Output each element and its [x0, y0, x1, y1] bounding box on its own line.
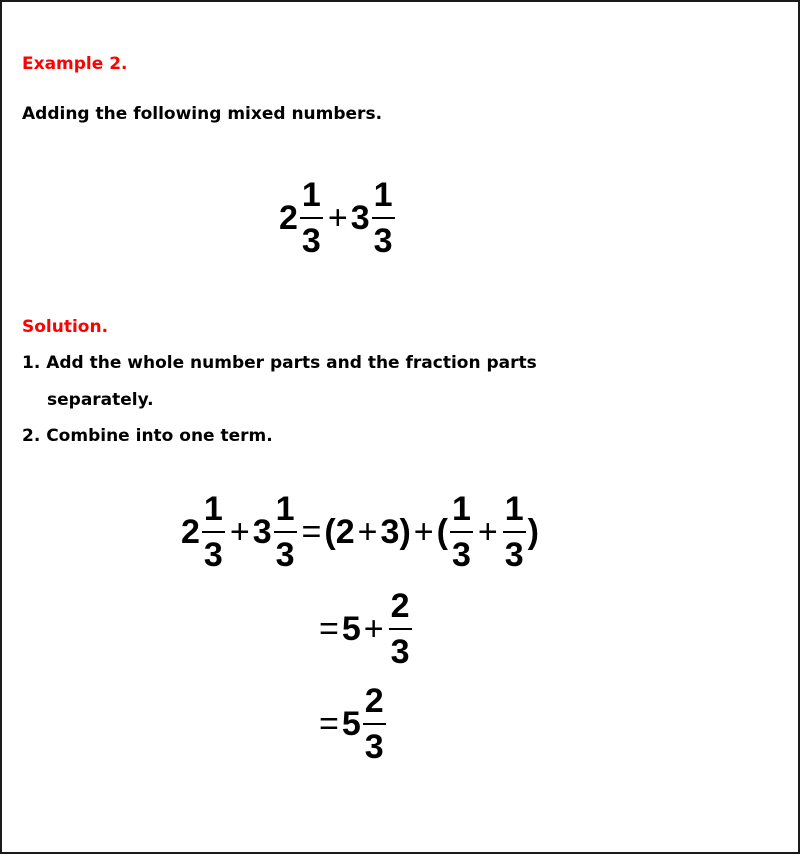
- solution-title: Solution.: [22, 317, 109, 337]
- fraction: [450, 492, 473, 572]
- denominator: 3: [450, 531, 473, 572]
- whole-number: 5: [341, 609, 361, 648]
- example-prompt: Adding the following mixed numbers.: [22, 104, 383, 124]
- denominator: 3: [202, 531, 225, 572]
- close-paren: ): [527, 512, 539, 551]
- step-1-line-1: 1. Add the whole number parts and the fraction parts: [22, 353, 537, 373]
- numerator: 1: [301, 176, 321, 214]
- work-row-2: [316, 589, 414, 669]
- whole-number: 2: [279, 198, 298, 237]
- plus-sign: +: [363, 609, 384, 648]
- fraction: [372, 178, 395, 258]
- equals-sign: =: [319, 704, 339, 743]
- open-paren: (: [436, 512, 448, 551]
- whole-number: 3: [350, 198, 370, 237]
- plus-sign: +: [477, 512, 498, 551]
- equals-sign: =: [301, 512, 322, 551]
- denominator: 3: [274, 531, 297, 572]
- whole-number: 2: [335, 512, 355, 551]
- whole-number: 3: [380, 512, 400, 551]
- numerator: 1: [275, 490, 295, 528]
- equals-sign: =: [319, 609, 339, 648]
- plus-sign: +: [413, 512, 434, 551]
- problem-expression: [279, 178, 397, 258]
- step-1-line-2: separately.: [47, 390, 154, 410]
- denominator: 3: [389, 628, 412, 669]
- numerator: 2: [364, 682, 384, 720]
- denominator: 3: [503, 531, 526, 572]
- whole-number: 3: [252, 512, 272, 551]
- fraction: [503, 492, 526, 572]
- denominator: 3: [363, 723, 386, 764]
- example-title: Example 2.: [22, 54, 128, 74]
- whole-number: 2: [181, 512, 200, 551]
- numerator: 1: [451, 490, 471, 528]
- fraction: [274, 492, 297, 572]
- numerator: 1: [504, 490, 524, 528]
- work-row-3: [316, 684, 388, 764]
- numerator: 1: [203, 490, 223, 528]
- denominator: 3: [372, 217, 395, 258]
- denominator: 3: [300, 217, 323, 258]
- plus-sign: +: [229, 512, 250, 551]
- fraction: [363, 684, 386, 764]
- numerator: 2: [390, 587, 410, 625]
- open-paren: (: [324, 512, 336, 551]
- close-paren: ): [399, 512, 411, 551]
- numerator: 1: [373, 176, 393, 214]
- fraction: [389, 589, 412, 669]
- fraction: [300, 178, 323, 258]
- whole-number: 5: [341, 704, 361, 743]
- work-row-1: [181, 492, 539, 572]
- step-2: 2. Combine into one term.: [22, 426, 273, 446]
- plus-sign: +: [357, 512, 378, 551]
- plus-sign: +: [327, 198, 348, 237]
- fraction: [202, 492, 225, 572]
